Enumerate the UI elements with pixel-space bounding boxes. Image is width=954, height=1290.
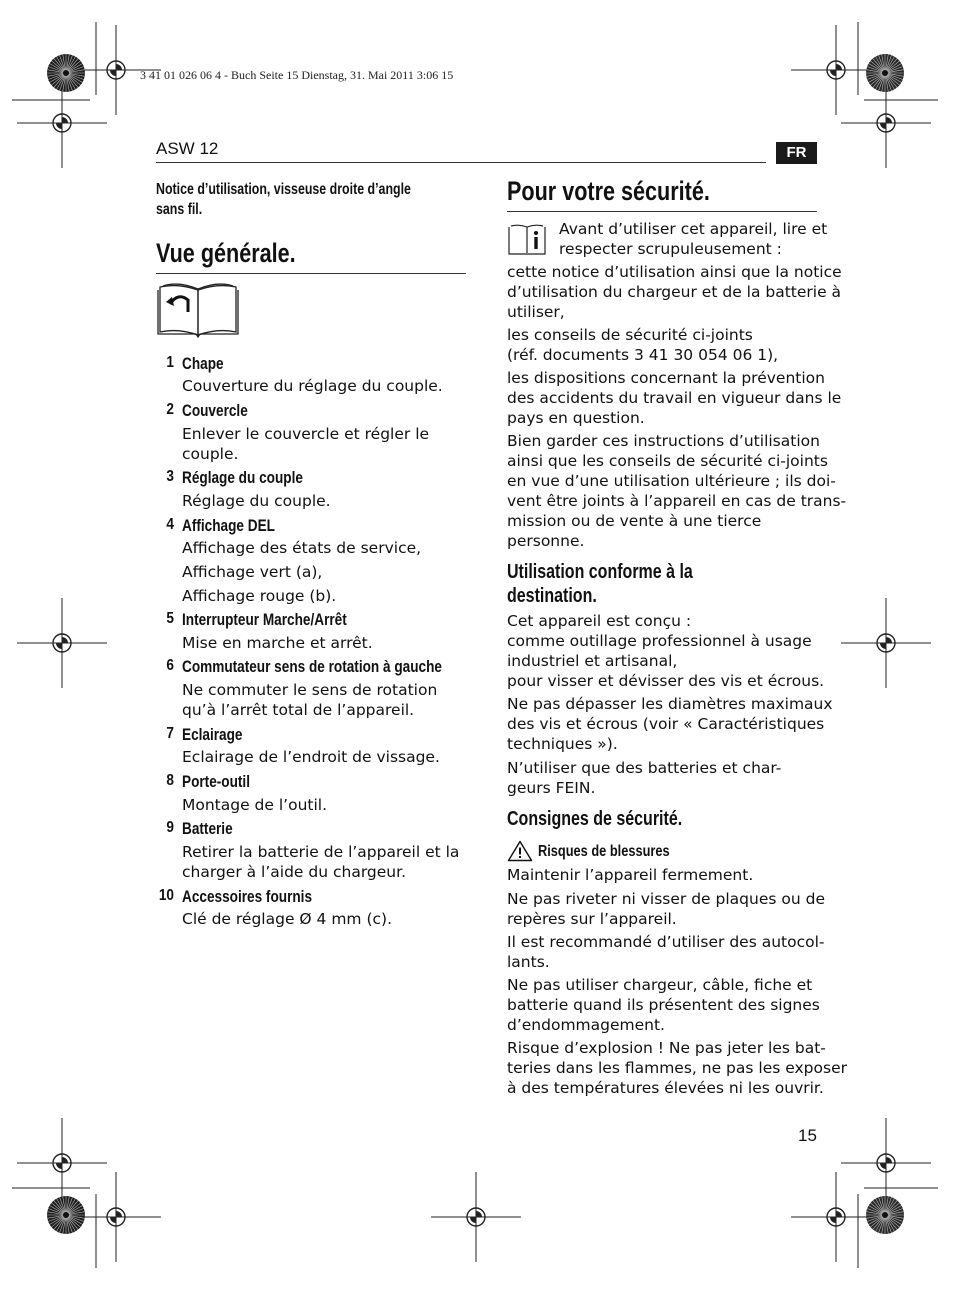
item-description: Affichage vert (a), <box>182 563 323 581</box>
item-description: Clé de réglage Ø 4 mm (c). <box>182 910 392 928</box>
item-description: Retirer la batterie de l’appareil et la <box>182 843 460 861</box>
paragraph: cette notice d’utilisation ainsi que la notice d’utilisation du chargeur et de la batterie à utiliser, <box>507 263 842 321</box>
item-number: 2 <box>166 401 174 418</box>
item-title: Interrupteur Marche/Arrêt <box>182 610 347 629</box>
item-title: Eclairage <box>182 725 243 744</box>
risk-title: Risques de blessures <box>538 843 670 860</box>
safety-heading: Pour votre sécurité. <box>507 176 710 206</box>
item-number: 10 <box>158 887 174 904</box>
item-description: Réglage du couple. <box>182 492 331 510</box>
item-description: Montage de l’outil. <box>182 796 328 814</box>
intro-line: sans fil. <box>156 201 203 218</box>
paragraph: Risque d’explosion ! Ne pas jeter les bat- teries dans les flammes, ne pas les exposer à des températures élevées ni les ouvrir. <box>507 1039 847 1097</box>
language-badge: FR <box>776 142 817 164</box>
item-number: 5 <box>166 610 174 627</box>
item-number: 1 <box>166 354 174 371</box>
manual-intro <box>156 180 411 220</box>
safety-instructions-heading: Consignes de sécurité. <box>507 808 683 830</box>
item-description: Couverture du réglage du couple. <box>182 377 443 395</box>
item-number: 4 <box>166 516 174 533</box>
item-title: Affichage DEL <box>182 516 275 535</box>
item-description: qu’à l’arrêt total de l’appareil. <box>182 701 415 719</box>
item-title: Porte-outil <box>182 772 250 791</box>
item-description: couple. <box>182 445 239 463</box>
paragraph: les dispositions concernant la prévention des accidents du travail en vigueur dans le pays en question. <box>507 369 842 427</box>
intro-line: Notice d’utilisation, visseuse droite d’angle <box>156 181 411 198</box>
print-slug: 3 41 01 026 06 4 - Buch Seite 15 Dienstag, 31. Mai 2011 3:06 15 <box>140 68 454 82</box>
paragraph: Cet appareil est conçu : comme outillage professionnel à usage industriel et artisanal, pour visser et dévisser des vis et écrous. <box>507 612 825 690</box>
item-description: Affichage des états de service, <box>182 539 422 557</box>
item-number: 7 <box>166 725 174 742</box>
page-number: 15 <box>798 1126 817 1145</box>
paragraph: Bien garder ces instructions d’utilisation ainsi que les conseils de sécurité ci-joints en vue d’une utilisation ultérieure ; ils doi- vent être joints à l’appareil en cas de trans- mission ou de vente à une tierce personne. <box>507 432 847 550</box>
item-title: Couvercle <box>182 401 248 420</box>
item-title: Réglage du couple <box>182 468 303 487</box>
paragraph: Ne pas dépasser les diamètres maximaux des vis et écrous (voir « Caractéristiques techniques »). <box>507 695 833 753</box>
intended-use-heading: Utilisation conforme à la destination. <box>507 561 693 607</box>
item-number: 8 <box>166 772 174 789</box>
paragraph: Maintenir l’appareil fermement. <box>507 866 754 884</box>
model-name: ASW 12 <box>156 139 219 158</box>
color-wheel-icon <box>47 1196 85 1234</box>
paragraph: Ne pas utiliser chargeur, câble, fiche et batterie quand ils présentent des signes d’endommagement. <box>507 976 820 1034</box>
color-wheel-icon <box>866 54 904 92</box>
item-number: 6 <box>166 657 174 674</box>
paragraph: les conseils de sécurité ci-joints (réf. documents 3 41 30 054 06 1), <box>507 326 779 364</box>
item-title: Batterie <box>182 819 233 838</box>
heading-rule <box>156 273 466 274</box>
item-title: Commutateur sens de rotation à gauche <box>182 657 442 676</box>
header-rule <box>156 162 766 163</box>
color-wheel-icon <box>47 54 85 92</box>
info-icon <box>507 224 547 256</box>
item-title: Chape <box>182 354 224 373</box>
info-note: Avant d’utiliser cet appareil, lire et respecter scrupuleusement : <box>559 220 828 258</box>
color-wheel-icon <box>866 1196 904 1234</box>
item-number: 9 <box>166 819 174 836</box>
item-description: Ne commuter le sens de rotation <box>182 681 438 699</box>
item-description: Mise en marche et arrêt. <box>182 634 373 652</box>
paragraph: Il est recommandé d’utiliser des autocol- lants. <box>507 933 825 971</box>
item-description: Affichage rouge (b). <box>182 587 337 605</box>
item-number: 3 <box>166 468 174 485</box>
overview-heading: Vue générale. <box>156 238 296 268</box>
item-description: Eclairage de l’endroit de vissage. <box>182 748 440 766</box>
book-icon <box>156 282 240 338</box>
paragraph: Ne pas riveter ni visser de plaques ou de repères sur l’appareil. <box>507 890 825 928</box>
item-description: charger à l’aide du chargeur. <box>182 863 406 881</box>
item-description: Enlever le couvercle et régler le <box>182 425 430 443</box>
heading-rule <box>507 211 817 212</box>
paragraph: N’utiliser que des batteries et char- geurs FEIN. <box>507 759 782 797</box>
item-title: Accessoires fournis <box>182 887 313 906</box>
warning-icon <box>507 840 533 862</box>
